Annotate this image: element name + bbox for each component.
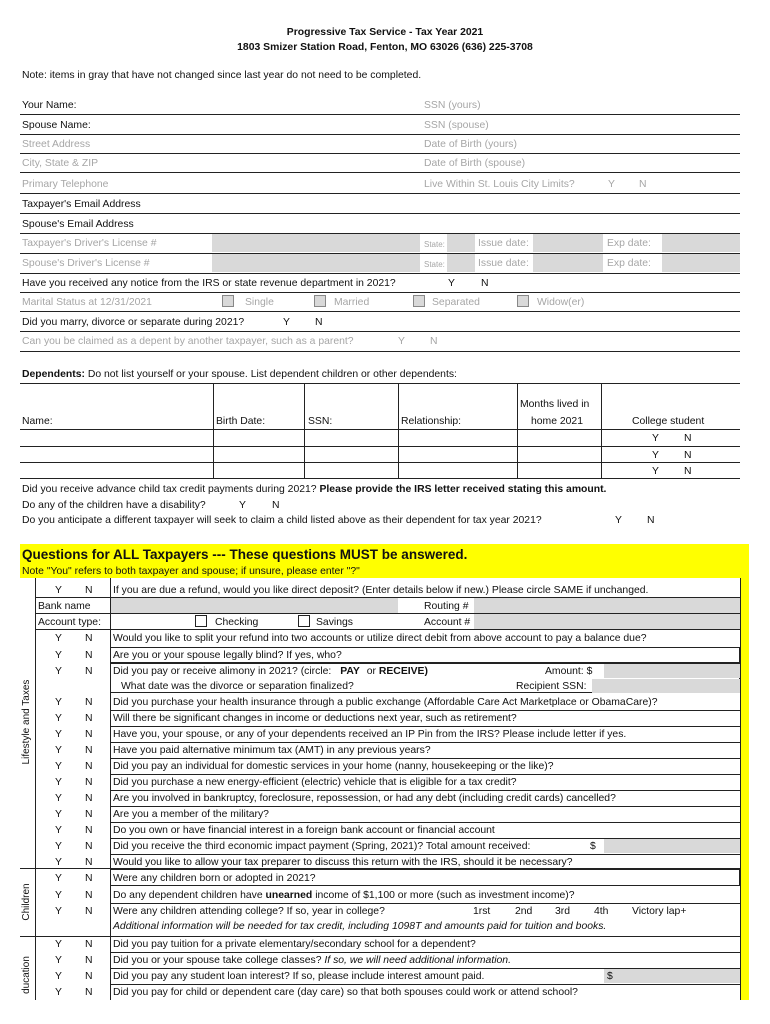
side-label-children: Children [21,883,32,921]
military-no[interactable]: N [85,809,93,820]
side-label-education: ducation [21,956,32,994]
questions-heading: Questions for ALL Taxpayers --- These questions MUST be answered. [22,547,468,562]
form-note: Note: items in gray that have not changed since last year do not need to be completed. [22,70,422,81]
unearned-no[interactable]: N [85,890,93,901]
disability-question: Do any of the children have a disability? [22,500,206,511]
health-question: Did you purchase your health insurance through a public exchange (Affordable Care Act Marketplace or ObamaCare)? [113,697,658,708]
ippin-yes[interactable]: Y [55,729,62,740]
tp-exp-input[interactable] [662,234,740,252]
table-col-line [213,383,214,478]
sp-exp-input[interactable] [662,254,740,272]
right-border-line [740,578,741,1000]
irs-notice-no[interactable]: N [481,278,489,289]
marry-no[interactable]: N [315,317,323,328]
account-type-label: Account type: [38,617,101,628]
ev-yes[interactable]: Y [55,777,62,788]
divider [110,774,740,775]
savings-checkbox[interactable] [298,615,310,627]
form-title: Progressive Tax Service - Tax Year 2021 [286,27,484,38]
split-yes[interactable]: Y [55,633,62,644]
ippin-question: Have you, your spouse, or any of your dependents received an IP Pin from the IRS? Please include letter if yes. [113,729,627,740]
military-yes[interactable]: Y [55,809,62,820]
divider [110,952,740,953]
advance-ctc-text: Did you receive advance child tax credit payments during 2021? [22,484,317,495]
marry-question: Did you marry, divorce or separate during 2021? [22,317,245,328]
tp-dl-input[interactable] [212,234,420,252]
married-label: Married [334,297,370,308]
table-line [20,446,740,447]
your-name-label: Your Name: [22,100,77,111]
college-question: Were any children attending college? If so, year in college? [113,906,385,917]
unearned-pre: Do any dependent children have [113,890,263,901]
recipient-ssn-input[interactable] [592,679,740,693]
military-question: Are you a member of the military? [113,809,269,820]
alimony-text: Did you pay or receive alimony in 2021? (circle: [113,666,332,677]
divider [110,984,740,985]
divider [20,292,740,293]
table-line [20,462,740,463]
year-4[interactable]: 4th [594,906,609,917]
foreign-no[interactable]: N [85,825,93,836]
year-3[interactable]: 3rd [555,906,571,917]
college-no[interactable]: N [684,433,692,444]
col-months-2: home 2021 [531,416,583,427]
checking-label: Checking [215,617,259,628]
divider [20,331,740,332]
stimulus-yes[interactable]: Y [55,841,62,852]
foreign-question: Do you own or have financial interest in a foreign bank account or financial account [113,825,495,836]
disability-no[interactable]: N [272,500,280,511]
divider [20,273,740,274]
divider [110,822,740,823]
divider [20,153,740,154]
college-yes[interactable]: Y [652,450,659,461]
divider [110,903,740,904]
divider [110,726,740,727]
divider [20,193,740,194]
col-birth: Birth Date: [216,416,266,427]
stimulus-question: Did you receive the third economic impact payment (Spring, 2021)? Total amount received: [113,841,531,852]
classes-no[interactable]: N [85,955,93,966]
deposit-yes[interactable]: Y [55,585,62,596]
irs-notice-yes[interactable]: Y [448,278,455,289]
bank-name-input[interactable] [110,598,398,613]
married-checkbox[interactable] [314,295,326,307]
col-name: Name: [22,416,53,427]
ev-question: Did you purchase a new energy-efficient (electric) vehicle that is eligible for a tax credit? [113,777,517,788]
table-col-line [398,383,399,478]
disability-yes[interactable]: Y [239,500,246,511]
side-label-lifestyle: Lifestyle and Taxes [21,679,32,765]
table-line [20,478,740,479]
table-col-line [517,383,518,478]
unearned-bold: unearned [265,890,313,901]
street-label: Street Address [22,139,91,150]
blind-question: Are you or your spouse legally blind? If yes, who? [113,650,342,661]
tuition-question: Did you pay tuition for a private elementary/secondary school for a dependent? [113,939,476,950]
loan-yes[interactable]: Y [55,971,62,982]
blind-no[interactable]: N [85,650,93,661]
year-2[interactable]: 2nd [515,906,533,917]
table-col-line [601,383,602,478]
account-no-input[interactable] [474,614,740,629]
dependents-intro [22,368,457,381]
sp-state-label: State: [424,260,445,269]
unearned-post: income of $1,100 or more (such as investment income)? [315,890,575,901]
irs-notice-question: Have you received any notice from the IRS or state revenue department in 2021? [22,278,396,289]
anticipate-yes[interactable]: Y [615,515,622,526]
health-yes[interactable]: Y [55,697,62,708]
widow-checkbox[interactable] [517,295,529,307]
stl-label: Live Within St. Louis City Limits? [424,179,575,190]
col-ssn: SSN: [308,416,333,427]
divider [110,710,740,711]
question-column-line [110,578,111,1000]
single-label: Single [245,297,274,308]
tp-state-label: State: [424,240,445,249]
divider [110,758,740,759]
claimed-no[interactable]: N [430,336,438,347]
classes-text: Did you or your spouse take college classes? [113,955,322,966]
split-question: Would you like to split your refund into two accounts or utilize direct debit from above account to pay a balance due? [113,633,647,644]
side-divider [20,868,36,869]
stl-yes[interactable]: Y [608,179,615,190]
tp-issue-label: Issue date: [478,238,529,249]
marry-yes[interactable]: Y [283,317,290,328]
dob-yours-label: Date of Birth (yours) [424,139,517,150]
domestic-question: Did you pay an individual for domestic services in your home (nanny, housekeeping or the like)? [113,761,554,772]
loan-no[interactable]: N [85,971,93,982]
preparer-question: Would you like to allow your tax preparer to discuss this return with the IRS, should it be necessary? [113,857,573,868]
alimony-or: or [366,666,376,677]
health-no[interactable]: N [85,697,93,708]
advance-ctc-bold: Please provide the IRS letter received stating this amount. [319,484,607,495]
tp-email-label: Taxpayer's Email Address [22,199,141,210]
alimony-amount-input[interactable] [604,664,740,678]
blind-yes[interactable]: Y [55,650,62,661]
city-label: City, State & ZIP [22,158,99,169]
table-line [20,429,740,430]
college-yes[interactable]: Y [652,466,659,477]
ippin-no[interactable]: N [85,729,93,740]
domestic-no[interactable]: N [85,761,93,772]
bank-name-label: Bank name [38,601,91,612]
divider [36,629,740,630]
bankruptcy-yes[interactable]: Y [55,793,62,804]
preparer-yes[interactable]: Y [55,857,62,868]
divider [20,383,740,384]
stl-no[interactable]: N [639,179,647,190]
unearned-yes[interactable]: Y [55,890,62,901]
domestic-yes[interactable]: Y [55,761,62,772]
office-address: 1803 Smizer Station Road, Fenton, MO 63026 (636) 225-3708 [237,42,533,53]
col-college: College student [632,416,705,427]
col-months-1: Months lived in [520,399,590,410]
childcare-no[interactable]: N [85,987,93,998]
tuition-yes[interactable]: Y [55,939,62,950]
changes-question: Will there be significant changes in income or deductions next year, such as retirement? [113,713,517,724]
divorce-date-question: What date was the divorce or separation finalized? [121,681,354,692]
sp-issue-input[interactable] [533,254,603,272]
divider [110,790,740,791]
classes-yes[interactable]: Y [55,955,62,966]
born-no[interactable]: N [85,873,93,884]
tuition-no[interactable]: N [85,939,93,950]
deposit-no[interactable]: N [85,585,93,596]
preparer-no[interactable]: N [85,857,93,868]
changes-yes[interactable]: Y [55,713,62,724]
deposit-question: If you are due a refund, would you like direct deposit? (Enter details below if new.) Please circle SAME if unchanged. [113,585,649,596]
spouse-name-label: Spouse Name: [22,120,91,131]
separated-label: Separated [432,297,480,308]
loan-amount-input[interactable] [604,969,740,983]
tp-exp-label: Exp date: [607,238,651,249]
amt-no[interactable]: N [85,745,93,756]
phone-label: Primary Telephone [22,179,109,190]
ssn-spouse-label: SSN (spouse) [424,120,489,131]
divider [20,134,740,135]
tp-issue-input[interactable] [533,234,603,252]
victory-lap[interactable]: Victory lap+ [632,906,687,917]
ssn-yours-label: SSN (yours) [424,100,481,111]
checking-checkbox[interactable] [195,615,207,627]
sp-exp-label: Exp date: [607,258,651,269]
savings-label: Savings [316,617,353,628]
sp-email-label: Spouse's Email Address [22,219,134,230]
stimulus-dollar: $ [590,841,596,852]
dependents-intro-bold: Dependents: [22,369,85,380]
sp-state-input[interactable] [447,254,475,272]
single-checkbox[interactable] [222,295,234,307]
childcare-yes[interactable]: Y [55,987,62,998]
claimed-yes[interactable]: Y [398,336,405,347]
anticipate-no[interactable]: N [647,515,655,526]
sp-issue-label: Issue date: [478,258,529,269]
college-q-no[interactable]: N [85,906,93,917]
divider [20,351,740,352]
marital-label: Marital Status at 12/31/2021 [22,297,152,308]
born-yes[interactable]: Y [55,873,62,884]
routing-input[interactable] [474,598,740,613]
divider [20,114,740,115]
alimony-no[interactable]: N [85,666,93,677]
college-no[interactable]: N [684,466,692,477]
classes-italic: If so, we will need additional information. [324,955,511,966]
born-question: Were any children born or adopted in 2021? [113,873,316,884]
claimed-question: Can you be claimed as a depent by another taxpayer, such as a parent? [22,336,354,347]
tp-dl-label: Taxpayer's Driver's License # [22,238,157,249]
year-1[interactable]: 1rst [473,906,491,917]
tp-state-input[interactable] [447,234,475,252]
unearned-question [113,889,575,902]
routing-label: Routing # [424,601,469,612]
divider [20,311,740,312]
loan-dollar: $ [607,971,613,982]
divider [110,854,740,855]
divider [36,936,740,937]
divider [110,742,740,743]
widow-label: Widow(er) [537,297,585,308]
college-no[interactable]: N [684,450,692,461]
side-divider [20,936,36,937]
bankruptcy-no[interactable]: N [85,793,93,804]
alimony-pay[interactable]: PAY [340,666,360,677]
stimulus-amount-input[interactable] [604,839,740,853]
recipient-ssn-label: Recipient SSN: [516,681,587,692]
alimony-question [113,665,428,678]
divider [20,172,740,173]
amt-yes[interactable]: Y [55,745,62,756]
divider [110,806,740,807]
dependents-intro-text: Do not list yourself or your spouse. List dependent children or other dependents: [87,369,457,380]
sp-dl-input[interactable] [212,254,420,272]
dob-spouse-label: Date of Birth (spouse) [424,158,526,169]
stimulus-no[interactable]: N [85,841,93,852]
advance-ctc-question [22,483,606,496]
divider [20,213,740,214]
alimony-amount-label: Amount: $ [545,666,593,677]
anticipate-question: Do you anticipate a different taxpayer will seek to claim a child listed above as their dependent for tax year 2021? [22,515,542,526]
bankruptcy-question: Are you involved in bankruptcy, foreclosure, repossession, or had any debt (including credit cards) cancelled? [113,793,616,804]
childcare-question: Did you pay for child or dependent care (day care) so that both spouses could work or attend school? [113,987,578,998]
amt-question: Have you paid alternative minimum tax (AMT) in any previous years? [113,745,431,756]
alimony-yes[interactable]: Y [55,666,62,677]
college-yes[interactable]: Y [652,433,659,444]
questions-note: Note "You" refers to both taxpayer and spouse; if unsure, please enter "?" [22,566,360,577]
account-no-label: Account # [424,617,471,628]
col-relationship: Relationship: [401,416,462,427]
separated-checkbox[interactable] [413,295,425,307]
changes-no[interactable]: N [85,713,93,724]
table-col-line [304,383,305,478]
college-note: Additional information will be needed for tax credit, including 1098T and amounts paid for tuition and books. [113,921,607,932]
sp-dl-label: Spouse's Driver's License # [22,258,150,269]
split-no[interactable]: N [85,633,93,644]
foreign-yes[interactable]: Y [55,825,62,836]
alimony-receive[interactable]: RECEIVE) [378,666,428,677]
college-q-yes[interactable]: Y [55,906,62,917]
classes-question [113,954,511,967]
ev-no[interactable]: N [85,777,93,788]
loan-question: Did you pay any student loan interest? If so, please include interest amount paid. [113,971,485,982]
